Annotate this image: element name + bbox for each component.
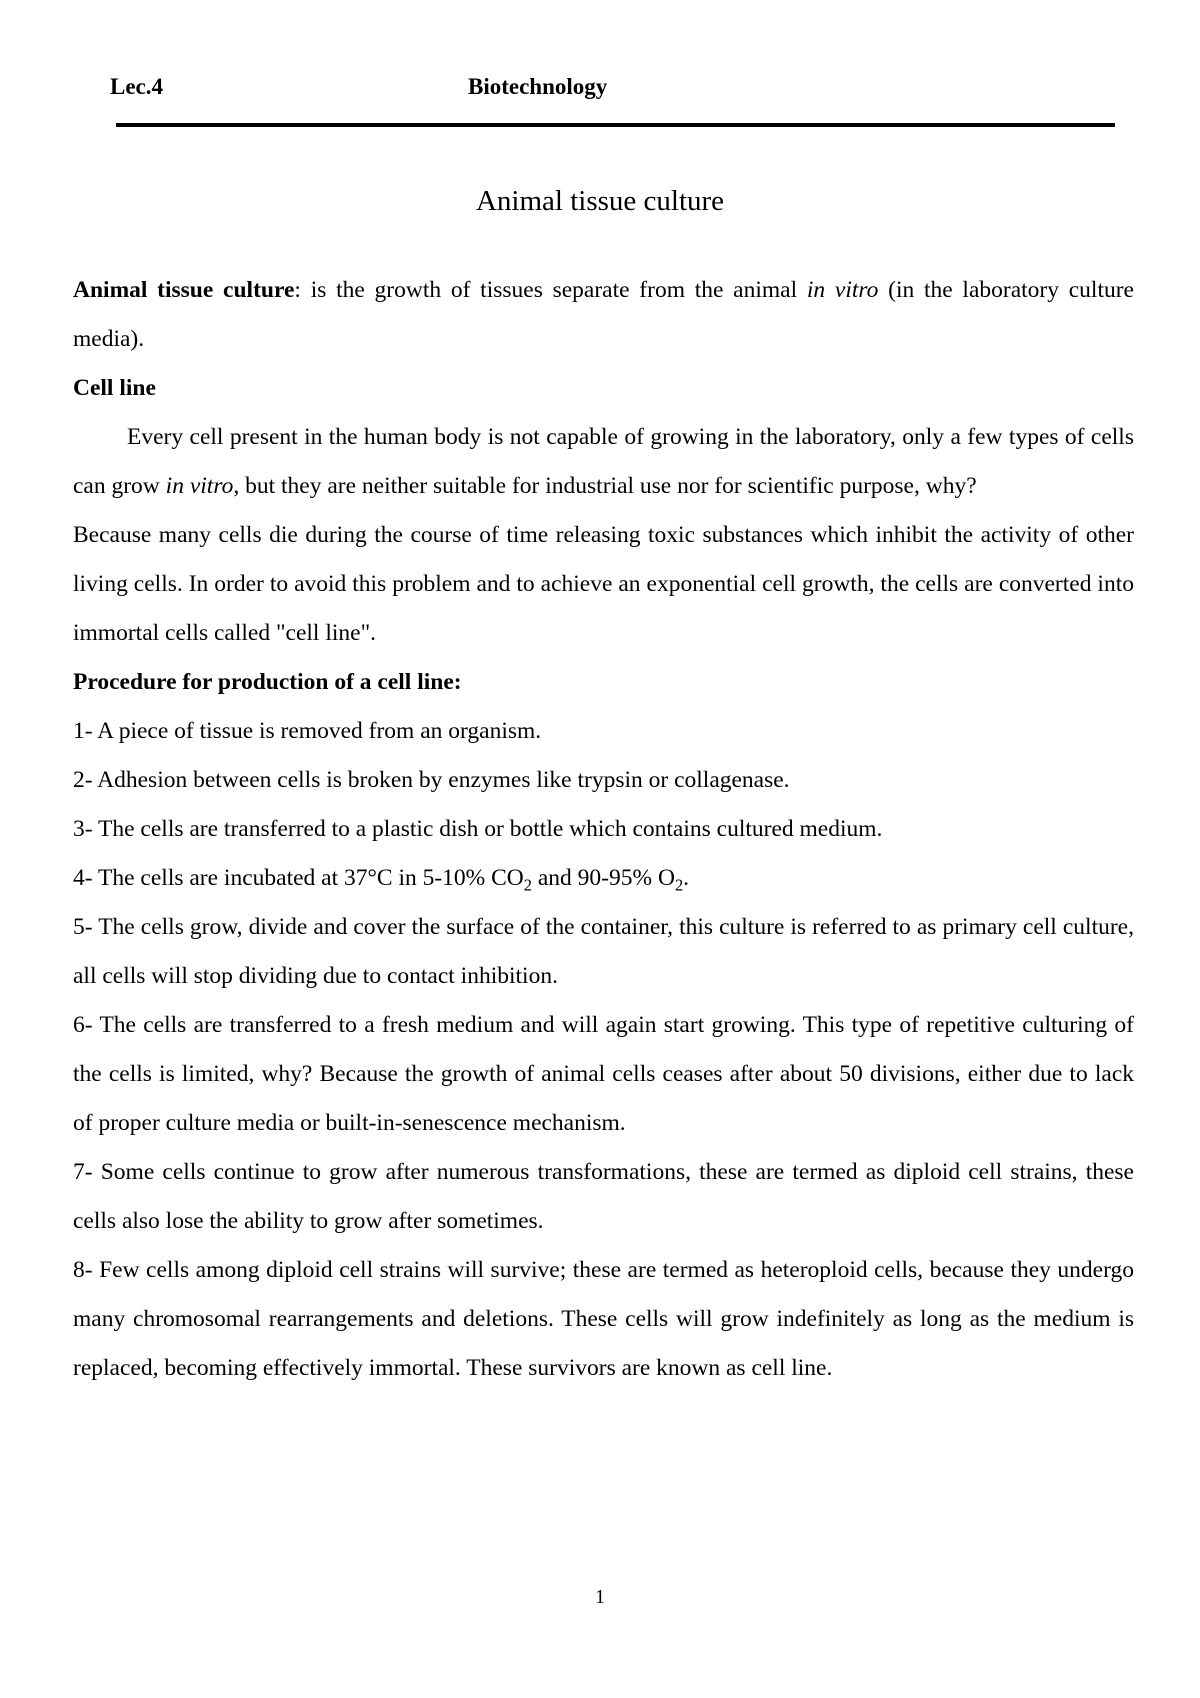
intro-text-2: , but they are neither suitable for industrial use nor for scientific purpose, why?	[233, 473, 977, 499]
step-8: 8- Few cells among diploid cell strains will survive; these are termed as heteroploid cells, because they undergo many chromosomal rearrangements and deletions. These cells will grow indefinitely as long as the medium is replaced, becoming effectively immortal. These survivors are known as cell line.	[73, 1257, 1134, 1381]
lecture-number: Lec.4	[110, 74, 164, 99]
intro-text-1: Every cell present in the human body is not capable of growing in the laboratory, only a few types of cells can grow	[73, 424, 1134, 499]
definition-paragraph	[73, 266, 1134, 364]
page-number: 1	[595, 1586, 605, 1608]
document-title: Animal tissue culture	[475, 185, 725, 217]
step-4-text-3: .	[683, 865, 690, 891]
definition-term: Animal tissue culture	[73, 277, 295, 303]
intro-paragraph	[73, 413, 1134, 511]
document-body	[73, 266, 1134, 1393]
intro-italic: in vitro	[165, 473, 234, 499]
procedure-heading: Procedure for production of a cell line:	[73, 669, 462, 695]
step-7: 7- Some cells continue to grow after numerous transformations, these are termed as diploid cell strains, these cells also lose the ability to grow after sometimes.	[73, 1159, 1134, 1234]
definition-italic: in vitro	[806, 277, 879, 303]
step-4	[73, 854, 1134, 903]
o2-subscript: 2	[674, 875, 684, 895]
step-4-text-1: 4- The cells are incubated at 37°C in 5-10% CO	[73, 865, 524, 891]
step-4-text-2: and 90-95% O	[532, 865, 675, 891]
step-3: 3- The cells are transferred to a plastic dish or bottle which contains cultured medium.	[73, 816, 883, 842]
page-header	[110, 74, 1115, 110]
subject-title: Biotechnology	[468, 74, 608, 99]
step-5: 5- The cells grow, divide and cover the surface of the container, this culture is referred to as primary cell culture, all cells will stop dividing due to contact inhibition.	[73, 914, 1134, 989]
definition-text-1: : is the growth of tissues separate from the animal	[294, 277, 807, 303]
step-2: 2- Adhesion between cells is broken by enzymes like trypsin or collagenase.	[73, 767, 790, 793]
cell-line-heading: Cell line	[73, 375, 156, 401]
definition-text-2: (in the laboratory culture media).	[73, 277, 1134, 352]
because-paragraph: Because many cells die during the course of time releasing toxic substances which inhibit the activity of other living cells. In order to avoid this problem and to achieve an exponential cell growth, the cells are converted into immortal cells called "cell line".	[73, 522, 1134, 646]
co2-subscript: 2	[523, 875, 532, 895]
header-divider	[116, 123, 1115, 127]
step-1: 1- A piece of tissue is removed from an organism.	[73, 718, 542, 744]
step-6: 6- The cells are transferred to a fresh medium and will again start growing. This type of repetitive culturing of the cells is limited, why? Because the growth of animal cells ceases after about 50 divisions, either due to lack of proper culture media or built-in-senescence mechanism.	[73, 1012, 1134, 1136]
